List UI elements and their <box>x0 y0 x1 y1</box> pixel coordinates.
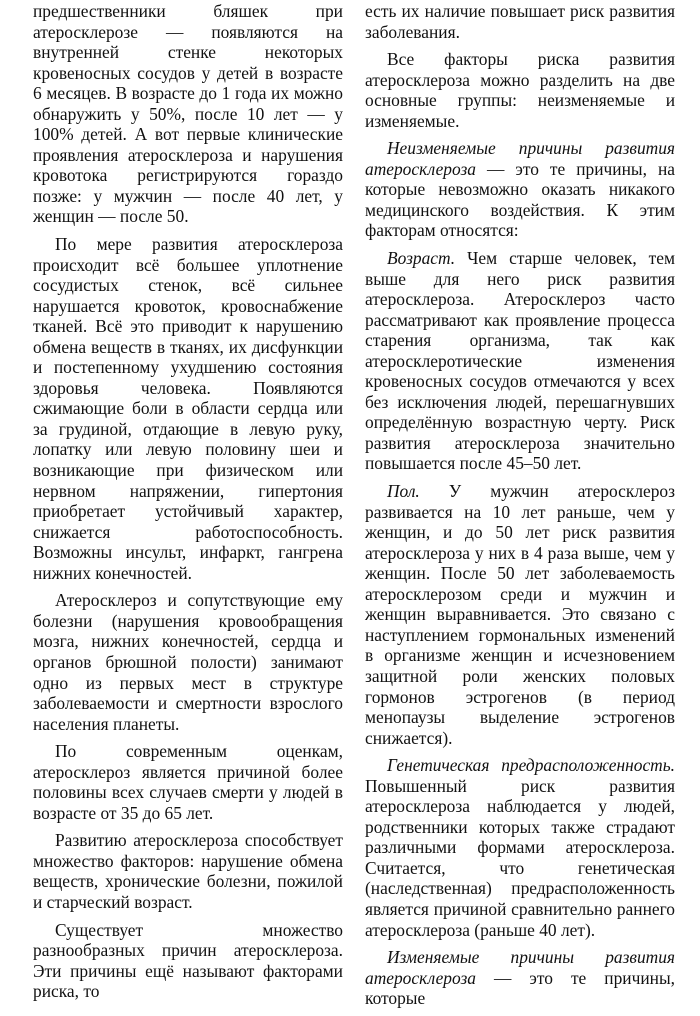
paragraph-continued: есть их наличие повышает риск развития заболевания. <box>365 1 675 42</box>
paragraph-text: — это те причины, которые <box>365 967 675 1009</box>
paragraph-continued: предшественники бляшек при атеросклерозе — появляются на внутренней стенке некоторых кровеносных сосудов у детей в возрасте 6 месяцев. В возрасте до 1 года их можно обнаружить у 50%, после 10 лет — у 100% детей. А вот первые клинические проявления атеросклероза и нарушения кровотока регистрируются гораздо позже: у мужчин — после 40 лет, у женщин — после 50. <box>33 1 343 227</box>
paragraph-text: У мужчин атеросклероз развивается на 10 лет раньше, чем у женщин, и до 50 лет риск развития атеросклероза у них в 4 раза выше, чем у женщин. После 50 лет заболеваемость атеросклерозом среди и мужчин и женщин выравнивается. Это связано с наступлением гормональных изменений в организме женщин и исчезновением защитной роли женских половых гормонов эстрогенов (в период менопаузы выделение эстрогенов снижается). <box>365 481 675 748</box>
left-column <box>33 1 343 1009</box>
paragraph: По современным оценкам, атеросклероз является причиной более половины всех случаев смерти у людей в возрасте от 35 до 65 лет. <box>33 741 343 823</box>
paragraph-unchangeable-causes <box>365 138 675 241</box>
paragraph-text: Чем старше человек, тем выше для него риск развития атеросклероза. Атеросклероз часто рассматривают как проявление процесса старения организма, так как атеросклеротические изменения кровеносных сосудов отмечаются у всех без исключения людей, перешагнувших определённую возрастную черту. Риск развития атеросклероза значительно повышается после 45–50 лет. <box>365 248 675 474</box>
paragraph: Развитию атеросклероза способствует множество факторов: нарушение обмена веществ, хронические болезни, пожилой и старческий возраст. <box>33 830 343 912</box>
paragraph-changeable-causes <box>365 947 675 1009</box>
italic-term: Неизменяемые причины развития атеросклероза <box>365 138 675 179</box>
paragraph: Существует множество разнообразных причин атеросклероза. Эти причины ещё называют факторами риска, то <box>33 919 343 1002</box>
italic-term: Пол. <box>387 481 420 502</box>
italic-term: Генетическая предрасположенность. <box>387 755 675 776</box>
paragraph-text: Повышенный риск развития атеросклероза наблюдается у людей, родственники которых также страдают различными формами атеросклероза. Считается, что генетическая (наследственная) предрасположенность является причиной сравнительно раннего атеросклероза (раньше 40 лет). <box>365 775 675 940</box>
paragraph: Все факторы риска развития атеросклероза можно разделить на две основные группы: неизменяемые и изменяемые. <box>365 49 675 131</box>
paragraph: Атеросклероз и сопутствующие ему болезни (нарушения кровообращения мозга, нижних конечностей, сердца и органов брюшной полости) занимают одно из первых мест в структуре заболеваемости и смертности взрослого населения планеты. <box>33 590 343 734</box>
right-column <box>365 1 675 1016</box>
italic-term: Возраст. <box>387 248 456 269</box>
italic-term: Изменяемые причины развития атеросклероза <box>365 947 675 988</box>
paragraph-genetic <box>365 755 675 940</box>
paragraph: По мере развития атеросклероза происходит всё большее уплотнение сосудистых стенок, всё сильнее нарушается кровоток, кровоснабжение тканей. Всё это приводит к нарушению обмена веществ в тканях, их дисфункции и постепенному ухудшению состояния здоровья человека. Появляются сжимающие боли в области сердца или за грудиной, отдающие в левую руку, лопатку или левую половину шеи и возникающие при физическом или нервном напряжении, гипертония приобретает устойчивый характер, снижается работоспособность. Возможны инсульт, инфаркт, гангрена нижних конечностей. <box>33 234 343 583</box>
paragraph-age <box>365 248 675 474</box>
paragraph-sex <box>365 481 675 748</box>
paragraph-text: — это те причины, на которые невозможно оказать никакого медицинского воздействия. К этим факторам относятся: <box>365 158 675 241</box>
